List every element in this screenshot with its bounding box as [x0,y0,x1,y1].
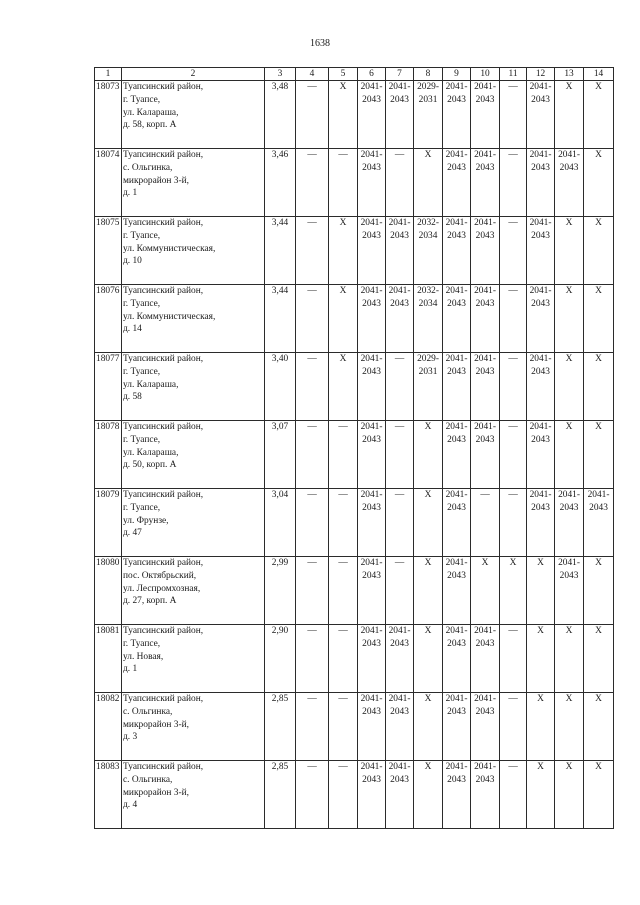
schedule-cell: X [584,285,614,353]
address-line: д. 10 [123,256,142,267]
schedule-cell: — [500,489,527,557]
schedule-cell: 2041- 2043 [527,81,555,149]
schedule-cell: 2041- 2043 [471,693,500,761]
schedule-cell: — [296,693,329,761]
schedule-cell: X [584,625,614,693]
schedule-cell: X [584,81,614,149]
address-line: Туапсинский район, [123,762,204,772]
schedule-cell: — [329,761,358,829]
schedule-cell: — [329,693,358,761]
table-row [95,81,614,149]
registry-table [94,67,614,829]
record-number: 18081 [95,625,122,693]
schedule-cell: 2041- 2043 [443,761,471,829]
schedule-cell: 2041- 2043 [386,81,414,149]
schedule-cell: X [555,421,584,489]
address-cell [122,149,265,217]
schedule-cell: — [471,489,500,557]
area-cell: 2,90 [265,625,296,693]
address-line: Туапсинский район, [123,626,204,636]
schedule-cell: 2041- 2043 [443,489,471,557]
schedule-cell: 2041- 2043 [555,489,584,557]
record-number: 18077 [95,353,122,421]
address-line: д. 58, корп. А [123,120,177,131]
schedule-cell: 2041- 2043 [386,625,414,693]
column-number: 6 [358,68,386,81]
address-line: с. Ольгинка, [123,706,173,717]
schedule-cell: 2029- 2031 [414,353,443,421]
column-number: 10 [471,68,500,81]
column-number: 5 [329,68,358,81]
table-row [95,149,614,217]
schedule-cell: X [584,217,614,285]
schedule-cell: — [296,761,329,829]
table-row [95,693,614,761]
record-number: 18082 [95,693,122,761]
column-number: 12 [527,68,555,81]
schedule-cell: X [584,149,614,217]
schedule-cell: 2032- 2034 [414,285,443,353]
address-line: д. 1 [123,188,138,199]
schedule-cell: 2041- 2043 [358,421,386,489]
address-line: д. 27, корп. А [123,596,177,607]
address-line: с. Ольгинка, [123,774,173,785]
column-number: 1 [95,68,122,81]
record-number: 18076 [95,285,122,353]
address-line: Туапсинский район, [123,218,204,228]
address-line: д. 1 [123,664,138,675]
address-line: д. 58 [123,392,142,403]
address-cell [122,489,265,557]
schedule-cell: 2041- 2043 [358,353,386,421]
schedule-cell: — [500,625,527,693]
schedule-cell: 2041- 2043 [471,149,500,217]
schedule-cell: X [329,81,358,149]
schedule-cell: — [329,557,358,625]
schedule-cell: — [296,557,329,625]
table-row [95,285,614,353]
address-line: д. 4 [123,800,138,811]
schedule-cell: X [414,421,443,489]
schedule-cell: X [414,693,443,761]
address-line: г. Туапсе, [123,434,161,445]
address-line: г. Туапсе, [123,502,161,513]
schedule-cell: X [471,557,500,625]
address-line: Туапсинский район, [123,150,204,160]
address-line: г. Туапсе, [123,298,161,309]
schedule-cell: X [500,557,527,625]
address-line: Туапсинский район, [123,490,204,500]
record-number: 18079 [95,489,122,557]
schedule-cell: 2041- 2043 [527,285,555,353]
schedule-cell: 2041- 2043 [443,693,471,761]
schedule-cell: — [500,761,527,829]
schedule-cell: — [296,353,329,421]
address-cell [122,81,265,149]
address-line: ул. Коммунистическая, [123,311,216,322]
schedule-cell: — [500,149,527,217]
table-row [95,625,614,693]
address-cell [122,557,265,625]
area-cell: 3,07 [265,421,296,489]
schedule-cell: 2041- 2043 [386,693,414,761]
area-cell: 2,99 [265,557,296,625]
column-number: 8 [414,68,443,81]
address-cell [122,421,265,489]
schedule-cell: X [555,625,584,693]
schedule-cell: 2041- 2043 [471,217,500,285]
schedule-cell: — [386,149,414,217]
schedule-cell: X [555,217,584,285]
address-line: д. 3 [123,732,138,743]
address-cell [122,693,265,761]
table-row [95,421,614,489]
schedule-cell: X [584,693,614,761]
address-cell [122,217,265,285]
record-number: 18078 [95,421,122,489]
column-number: 2 [122,68,265,81]
address-cell [122,625,265,693]
address-line: г. Туапсе, [123,230,161,241]
area-cell: 2,85 [265,761,296,829]
area-cell: 3,44 [265,217,296,285]
schedule-cell: 2029- 2031 [414,81,443,149]
schedule-cell: X [527,693,555,761]
address-line: ул. Коммунистическая, [123,243,216,254]
table-row [95,489,614,557]
schedule-cell: 2032- 2034 [414,217,443,285]
schedule-cell: 2041- 2043 [527,489,555,557]
schedule-cell: 2041- 2043 [584,489,614,557]
record-number: 18073 [95,81,122,149]
address-line: пос. Октябрьский, [123,570,197,581]
schedule-cell: X [414,489,443,557]
schedule-cell: 2041- 2043 [443,81,471,149]
schedule-cell: X [555,285,584,353]
schedule-cell: — [500,81,527,149]
schedule-cell: X [527,557,555,625]
address-line: Туапсинский район, [123,82,204,92]
schedule-cell: 2041- 2043 [443,285,471,353]
schedule-cell: 2041- 2043 [527,353,555,421]
area-cell: 2,85 [265,693,296,761]
schedule-cell: 2041- 2043 [358,217,386,285]
schedule-cell: — [296,149,329,217]
schedule-cell: X [584,761,614,829]
schedule-cell: 2041- 2043 [471,421,500,489]
schedule-cell: X [527,761,555,829]
schedule-cell: X [414,557,443,625]
column-number: 13 [555,68,584,81]
area-cell: 3,04 [265,489,296,557]
schedule-cell: 2041- 2043 [358,489,386,557]
schedule-cell: 2041- 2043 [386,217,414,285]
schedule-cell: X [584,557,614,625]
schedule-cell: 2041- 2043 [527,421,555,489]
schedule-cell: 2041- 2043 [358,625,386,693]
schedule-cell: 2041- 2043 [555,149,584,217]
schedule-cell: X [584,353,614,421]
column-number: 9 [443,68,471,81]
address-line: ул. Калараша, [123,379,179,390]
schedule-cell: X [329,353,358,421]
schedule-cell: — [329,421,358,489]
area-cell: 3,44 [265,285,296,353]
record-number: 18075 [95,217,122,285]
address-cell [122,353,265,421]
column-number: 3 [265,68,296,81]
schedule-cell: 2041- 2043 [471,353,500,421]
address-line: микрорайон 3-й, [123,719,189,730]
schedule-cell: — [329,625,358,693]
schedule-cell: 2041- 2043 [443,353,471,421]
schedule-cell: — [296,217,329,285]
schedule-cell: — [500,693,527,761]
schedule-cell: 2041- 2043 [555,557,584,625]
schedule-cell: X [527,625,555,693]
schedule-cell: — [329,149,358,217]
address-line: г. Туапсе, [123,366,161,377]
table-row [95,217,614,285]
address-line: Туапсинский район, [123,558,204,568]
schedule-cell: 2041- 2043 [358,149,386,217]
schedule-cell: — [386,489,414,557]
column-number-row [95,68,614,81]
schedule-cell: — [500,217,527,285]
schedule-cell: X [329,217,358,285]
schedule-cell: — [296,285,329,353]
schedule-cell: 2041- 2043 [358,693,386,761]
schedule-cell: 2041- 2043 [358,81,386,149]
schedule-cell: 2041- 2043 [443,217,471,285]
schedule-cell: X [584,421,614,489]
schedule-cell: — [500,421,527,489]
address-line: микрорайон 3-й, [123,175,189,186]
table-row [95,353,614,421]
schedule-cell: — [386,353,414,421]
schedule-cell: — [296,489,329,557]
address-line: с. Ольгинка, [123,162,173,173]
address-line: ул. Новая, [123,651,164,662]
schedule-cell: 2041- 2043 [527,217,555,285]
address-line: д. 47 [123,528,142,539]
address-line: ул. Леспромхозная, [123,583,201,594]
address-line: ул. Калараша, [123,107,179,118]
area-cell: 3,48 [265,81,296,149]
schedule-cell: 2041- 2043 [386,285,414,353]
address-line: ул. Фрунзе, [123,515,169,526]
address-cell [122,761,265,829]
schedule-cell: X [414,625,443,693]
address-line: д. 14 [123,324,142,335]
schedule-cell: — [500,285,527,353]
address-line: д. 50, корп. А [123,460,177,471]
schedule-cell: 2041- 2043 [386,761,414,829]
area-cell: 3,40 [265,353,296,421]
schedule-cell: — [329,489,358,557]
schedule-cell: 2041- 2043 [527,149,555,217]
record-number: 18080 [95,557,122,625]
schedule-cell: 2041- 2043 [358,285,386,353]
schedule-cell: — [386,421,414,489]
schedule-cell: 2041- 2043 [471,81,500,149]
schedule-cell: — [386,557,414,625]
schedule-cell: X [329,285,358,353]
address-line: г. Туапсе, [123,94,161,105]
schedule-cell: — [296,625,329,693]
schedule-cell: X [555,693,584,761]
schedule-cell: 2041- 2043 [471,625,500,693]
area-cell: 3,46 [265,149,296,217]
column-number: 14 [584,68,614,81]
column-number: 7 [386,68,414,81]
schedule-cell: 2041- 2043 [358,557,386,625]
address-line: Туапсинский район, [123,694,204,704]
schedule-cell: — [296,421,329,489]
address-cell [122,285,265,353]
page-number: 1638 [310,38,330,49]
schedule-cell: — [500,353,527,421]
schedule-cell: X [414,761,443,829]
schedule-cell: 2041- 2043 [443,149,471,217]
address-line: Туапсинский район, [123,422,204,432]
record-number: 18074 [95,149,122,217]
table-row [95,557,614,625]
address-line: микрорайон 3-й, [123,787,189,798]
schedule-cell: 2041- 2043 [471,285,500,353]
schedule-cell: 2041- 2043 [471,761,500,829]
record-number: 18083 [95,761,122,829]
schedule-cell: 2041- 2043 [443,421,471,489]
schedule-cell: — [296,81,329,149]
address-line: Туапсинский район, [123,286,204,296]
schedule-cell: X [555,81,584,149]
schedule-cell: 2041- 2043 [358,761,386,829]
table-row [95,761,614,829]
schedule-cell: X [555,761,584,829]
address-line: ул. Калараша, [123,447,179,458]
address-line: г. Туапсе, [123,638,161,649]
column-number: 11 [500,68,527,81]
schedule-cell: X [414,149,443,217]
schedule-cell: 2041- 2043 [443,625,471,693]
column-number: 4 [296,68,329,81]
schedule-cell: X [555,353,584,421]
schedule-cell: 2041- 2043 [443,557,471,625]
address-line: Туапсинский район, [123,354,204,364]
